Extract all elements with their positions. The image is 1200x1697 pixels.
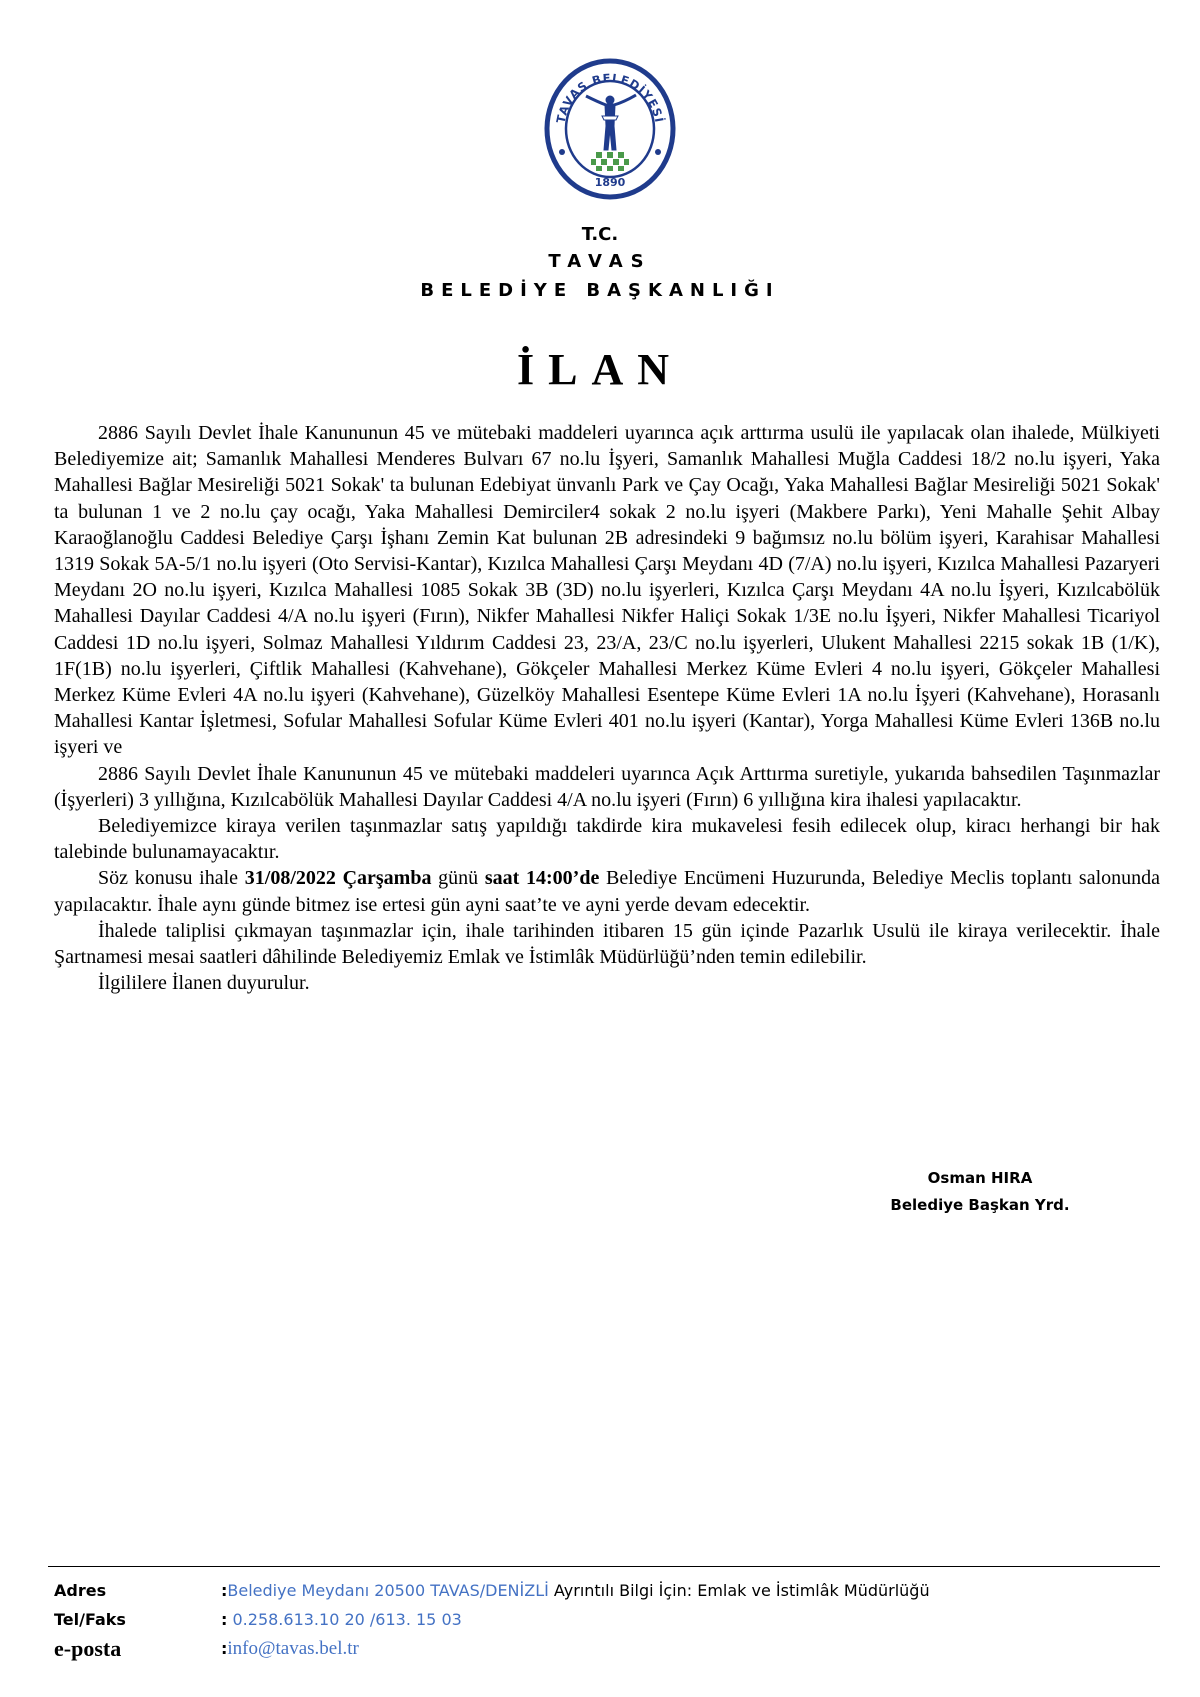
footer-address-row bbox=[54, 1576, 1160, 1605]
date-rest-text: Belediye Encümeni Huzurunda, Belediye Meclis toplantı salonunda yapılacaktır. İhale aynı günde bitmez ise ertesi gün ayni saat’te ve ayni yerde devam edecektir. bbox=[54, 867, 1160, 916]
phone-value-group bbox=[221, 1605, 462, 1634]
email-value-group bbox=[221, 1634, 359, 1663]
signatory-title: Belediye Başkan Yrd. bbox=[890, 1196, 1070, 1214]
email-link[interactable]: info@tavas.bel.tr bbox=[227, 1638, 359, 1659]
date-intro-text: Söz konusu ihale bbox=[98, 867, 245, 890]
email-colon: : bbox=[221, 1639, 228, 1658]
header-office: BELEDİYE BAŞKANLIĞI bbox=[420, 280, 780, 301]
date-mid-text: günü bbox=[431, 867, 485, 890]
svg-text:1890: 1890 bbox=[594, 176, 626, 189]
announcement-body bbox=[54, 420, 1160, 996]
address-label: Adres bbox=[54, 1581, 107, 1600]
footer bbox=[54, 1576, 1160, 1663]
paragraph-tender-date bbox=[54, 865, 1160, 917]
address-colon: : bbox=[221, 1581, 228, 1600]
signatory-name: Osman HIRA bbox=[927, 1169, 1033, 1187]
footer-email-row bbox=[54, 1634, 1160, 1663]
email-label: e-posta bbox=[54, 1636, 122, 1661]
address-value: Belediye Meydanı 20500 TAVAS/DENİZLİ bbox=[227, 1581, 549, 1600]
phone-colon: : bbox=[221, 1610, 228, 1629]
paragraph-tender-method: 2886 Sayılı Devlet İhale Kanununun 45 ve mütebaki maddeleri uyarınca Açık Arttırma suretiyle, yukarıda bahsedilen Taşınmazlar (İşyerleri) 3 yıllığına, Kızılcabölük Mahallesi Dayılar Caddesi 4/A no.lu işyeri (Fırın) 6 yıllığına kira ihalesi yapılacaktır. bbox=[54, 762, 1160, 811]
svg-text:TAVAS BELEDİYESİ: TAVAS BELEDİYESİ bbox=[553, 70, 667, 125]
seal-icon bbox=[544, 58, 676, 200]
paragraph-bargaining: İhalede taliplisi çıkmayan taşınmazlar için, ihale tarihinden itibaren 15 gün içinde Pazarlık Usulü ile kiraya verilecektir. İhale Şartnamesi mesai saatleri dâhilinde Belediyemiz Emlak ve İstimlâk Müdürlüğü’nden temin edilebilir. bbox=[54, 919, 1160, 969]
header-city: TAVAS bbox=[548, 251, 652, 272]
paragraph-closing: İlgililere İlanen duyurulur. bbox=[98, 972, 310, 995]
page-title: İLAN bbox=[516, 345, 684, 394]
phone-label: Tel/Faks bbox=[54, 1610, 126, 1629]
paragraph-tender-list: 2886 Sayılı Devlet İhale Kanununun 45 ve mütebaki maddeleri uyarınca açık arttırma usulü ile yapılacak olan ihalede, Mülkiyeti Belediyemize ait; Samanlık Mahallesi Menderes Bulvarı 67 no.lu İşyeri, Samanlık Mahallesi Muğla Caddesi 18/2 no.lu işyeri, Yaka Mahallesi Bağlar Mesireliği 5021 Sokak' ta bulunan Edebiyat ünvanlı Park ve Çay Ocağı, Yaka Mahallesi Bağlar Mesireliği 5021 Sokak' ta bulunan 1 ve 2 no.lu çay ocağı, Yaka Mahallesi Demirciler4 sokak 2 no.lu işyeri (Makbere Parkı), Yeni Mahalle Şehit Albay Karaoğlanoğlu Caddesi Belediye Çarşı İşhanı Zemin Kat bulunan 2B adresindeki 9 bağımsız no.lu bölüm işyeri, Karahisar Mahallesi 1319 Sokak 5A-5/1 no.lu işyeri (Oto Servisi-Kantar), Kızılca Mahallesi Çarşı Meydanı 4D (7/A) no.lu işyeri, Kızılca Mahallesi Pazaryeri Meydanı 2O no.lu işyeri, Kızılca Mahallesi 1085 Sokak 3B (3D) no.lu işyerleri, Kızılca Çarşı Meydanı 4A no.lu İşyeri, Kızılcabölük Mahallesi Dayılar Caddesi 4/A no.lu işyeri (Fırın), Nikfer Mahallesi Nikfer Haliçi Sokak 1/3E no.lu İşyeri, Nikfer Mahallesi Ticariyol Caddesi 1D no.lu işyeri, Solmaz Mahallesi Yıldırım Caddesi 23, 23/A, 23/C no.lu işyerleri, Ulukent Mahallesi 2215 sokak 1B (1/K), 1F(1B) no.lu işyerleri, Çiftlik Mahallesi (Kahvehane), Gökçeler Mahallesi Merkez Küme Evleri 4 no.lu işyeri, Gökçeler Mahallesi Merkez Küme Evleri 4A no.lu işyeri (Kahvehane), Güzelköy Mahallesi Esentepe Küme Evleri 1A no.lu İşyeri (Kahvehane), Horasanlı Mahallesi Kantar İşletmesi, Sofular Mahallesi Sofular Küme Evleri 401 no.lu işyeri (Kantar), Yorga Mahallesi Küme Evleri 136B no.lu işyeri ve bbox=[54, 422, 1160, 759]
paragraph-lease-terms: Belediyemizce kiraya verilen taşınmazlar satış yapıldığı takdirde kira mukavelesi fesih edilecek olup, kiracı herhangi bir hak talebinde bulunamayacaktır. bbox=[54, 815, 1160, 864]
footer-divider bbox=[48, 1566, 1160, 1567]
address-value-group bbox=[221, 1576, 930, 1605]
tender-time: saat 14:00’de bbox=[484, 867, 600, 890]
phone-value: 0.258.613.10 20 /613. 15 03 bbox=[227, 1610, 462, 1629]
address-extra: Ayrıntılı Bilgi İçin: Emlak ve İstimlâk Müdürlüğü bbox=[548, 1581, 930, 1600]
signature-block bbox=[880, 1165, 1080, 1219]
footer-phone-row bbox=[54, 1605, 1160, 1634]
header-tc: T.C. bbox=[581, 224, 619, 245]
tender-date: 31/08/2022 Çarşamba bbox=[244, 867, 432, 890]
municipality-logo bbox=[544, 58, 676, 200]
